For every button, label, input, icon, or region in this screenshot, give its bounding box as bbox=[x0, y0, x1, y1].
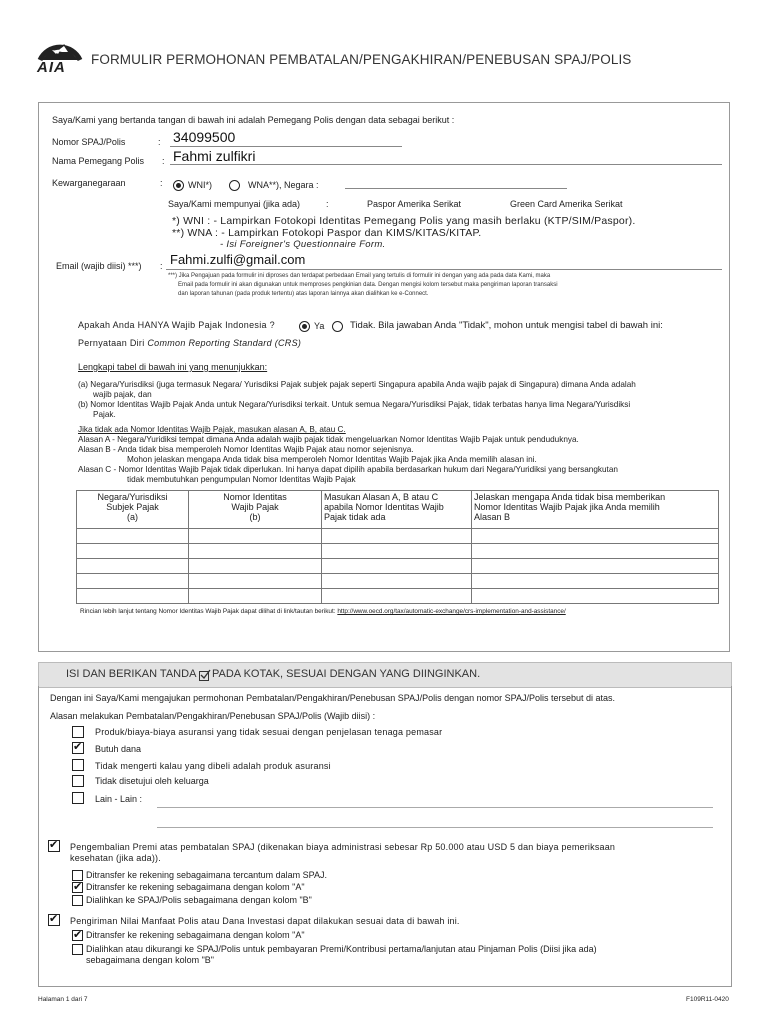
nilai-option-b-checkbox[interactable] bbox=[72, 944, 83, 955]
nomor-field[interactable]: 34099500 bbox=[173, 129, 236, 145]
nilai-option-b-label: Dialihkan atau dikurangi ke SPAJ/Polis untuk pembayaran Premi/Kontribusi pertama/lanjutan atau Pinjaman Polis (Diisi jika ada) bbox=[86, 944, 597, 954]
wna-radio[interactable] bbox=[229, 180, 240, 191]
aia-logo-text: AIA bbox=[37, 59, 66, 76]
kewarganegaraan-colon: : bbox=[160, 178, 163, 188]
checkmark-box-icon bbox=[199, 668, 210, 678]
tidak-label: Tidak. Bila jawaban Anda "Tidak", mohon untuk mengisi tabel di bawah ini: bbox=[350, 320, 663, 331]
nilai-option-a-checkbox[interactable] bbox=[72, 930, 83, 941]
form-code: F109R11-0420 bbox=[686, 996, 729, 1003]
lengkapi-text: Lengkapi tabel di bawah ini yang menunjukkan: bbox=[78, 362, 268, 372]
premi-option-b-checkbox[interactable] bbox=[72, 895, 83, 906]
table-row[interactable] bbox=[77, 559, 719, 574]
nilai-option-a-label: Ditransfer ke rekening sebagaimana dengan kolom "A" bbox=[86, 930, 305, 940]
wni-label: WNI*) bbox=[188, 180, 212, 190]
crs-header-jelaskan: Jelaskan mengapa Anda tidak bisa memberikan Nomor Identitas Wajib Pajak jika Anda memilih Alasan B bbox=[472, 491, 719, 529]
email-label: Email (wajib diisi) ***) bbox=[56, 261, 142, 271]
table-row[interactable] bbox=[77, 529, 719, 544]
crs-table bbox=[76, 490, 719, 604]
alasan-a-text: Alasan A - Negara/Yuridiksi tempat dimana Anda adalah wajib pajak tidak mengeluarkan Nomor Identitas Wajib Pajak untuk penduduknya. bbox=[78, 435, 579, 444]
lain-underline-1[interactable] bbox=[157, 807, 713, 808]
reason-label-tidak-mengerti: Tidak mengerti kalau yang dibeli adalah produk asuransi bbox=[95, 761, 331, 771]
email-note-2: Email pada formulir ini akan digunakan untuk memproses pengkinian data. Dengan mengisi kolom tersebut maka pengiriman laporan transaksi bbox=[178, 282, 558, 288]
nilai-option-b-label-2: sebagaimana dengan kolom "B" bbox=[86, 955, 214, 965]
alasan-c-text: Alasan C - Nomor Identitas Wajib Pajak tidak diperlukan. Ini hanya dapat dipilih apabila berdasarkan hukum dari Negara/Yuridiksi yang bersangkutan bbox=[78, 465, 618, 474]
form-title: FORMULIR PERMOHONAN PEMBATALAN/PENGAKHIRAN/PENEBUSAN SPAJ/POLIS bbox=[91, 52, 632, 67]
rincian-link[interactable]: http://www.oecd.org/tax/automatic-exchange/crs-implementation-and-assistance/ bbox=[337, 608, 566, 615]
alasan-b-text: Alasan B - Anda tidak bisa memperoleh Nomor Identitas Wajib Pajak atau nomor sejenisnya. bbox=[78, 445, 414, 454]
email-underline bbox=[166, 269, 722, 270]
jika-tidak-text: Jika tidak ada Nomor Identitas Wajib Pajak, masukan alasan A, B, atau C. bbox=[78, 425, 346, 434]
reason-checkbox-lain[interactable] bbox=[72, 792, 84, 804]
item-b-line1: (b) Nomor Identitas Wajib Pajak Anda untuk Negara/Yurisdiksi terkait. Untuk semua Negara/Yurisdiksi Pajak, tidak terbatas hanya lima Negara/Yurisdiksi bbox=[78, 400, 631, 409]
reason-label-lain: Lain - Lain : bbox=[95, 794, 143, 804]
nama-colon: : bbox=[162, 156, 165, 166]
mempunyai-colon: : bbox=[326, 199, 329, 209]
email-colon: : bbox=[160, 261, 163, 271]
crs-header-negara: Negara/Yurisdiksi Subjek Pajak (a) bbox=[77, 491, 189, 529]
nama-underline bbox=[170, 164, 722, 165]
crs-prefix: Pernyataan Diri bbox=[78, 338, 145, 348]
premi-checkbox[interactable] bbox=[48, 840, 60, 852]
email-field[interactable]: Fahmi.zulfi@gmail.com bbox=[170, 252, 306, 267]
wni-note: *) WNI : - Lampirkan Fotokopi Identitas Pemegang Polis yang masih berlaku (KTP/SIM/Paspor). bbox=[172, 215, 636, 227]
reason-label-butuh-dana: Butuh dana bbox=[95, 744, 142, 754]
nomor-underline bbox=[170, 146, 402, 147]
wna-note-2: - Isi Foreigner's Questionnaire Form. bbox=[220, 239, 386, 250]
rincian-label: Rincian lebih lanjut tentang Nomor Identitas Wajib Pajak dapat dilihat di link/tautan berikut: bbox=[80, 608, 336, 615]
ya-radio[interactable] bbox=[299, 321, 310, 332]
premi-option-a-checkbox[interactable] bbox=[72, 882, 83, 893]
table-row[interactable] bbox=[77, 589, 719, 604]
kewarganegaraan-label: Kewarganegaraan bbox=[52, 178, 126, 188]
ya-label: Ya bbox=[314, 321, 325, 331]
pajak-question: Apakah Anda HANYA Wajib Pajak Indonesia ? bbox=[78, 320, 275, 330]
item-a-line1: (a) Negara/Yurisdiksi (juga termasuk Negara/ Yurisdiksi Pajak subjek pajak seperti Singapura apabila Anda wajib pajak di Singapura) dimana Anda adalah bbox=[78, 380, 636, 389]
premi-label-line2: kesehatan (jika ada)). bbox=[70, 853, 161, 863]
reason-label-keluarga: Tidak disetujui oleh keluarga bbox=[95, 776, 209, 786]
banner-text-post: PADA KOTAK, SESUAI DENGAN YANG DIINGINKAN. bbox=[212, 668, 481, 680]
wni-radio[interactable] bbox=[173, 180, 184, 191]
nomor-colon: : bbox=[158, 137, 161, 147]
crs-header-nomor: Nomor Identitas Wajib Pajak (b) bbox=[189, 491, 322, 529]
banner-text-pre: ISI DAN BERIKAN TANDA bbox=[66, 668, 197, 680]
email-note-1: ***) Jika Pengajuan pada formulir ini diproses dan terdapat perbedaan Email yang tertulis di formulir ini dengan yang ada pada data Kami, maka bbox=[168, 273, 551, 279]
item-b-line2: Pajak. bbox=[93, 410, 116, 419]
reason-checkbox-produk[interactable] bbox=[72, 726, 84, 738]
item-a-line2: wajib pajak, dan bbox=[93, 390, 152, 399]
premi-option-b-label: Dialihkan ke SPAJ/Polis sebagaimana dengan kolom "B" bbox=[86, 895, 312, 905]
premi-option-a-label: Ditransfer ke rekening sebagaimana dengan kolom "A" bbox=[86, 882, 305, 892]
crs-table-header-row bbox=[77, 491, 719, 529]
email-note-3: dan laporan tahunan (pada produk tertentu) atas laporan lainnya akan dialihkan ke e-Connect. bbox=[178, 291, 429, 297]
crs-italic: Common Reporting Standard (CRS) bbox=[147, 338, 302, 348]
nilai-label: Pengiriman Nilai Manfaat Polis atau Dana Investasi dapat dilakukan sesuai data di bawah ini. bbox=[70, 916, 460, 926]
reason-label-produk: Produk/biaya-biaya asuransi yang tidak sesuai dengan penjelasan tenaga pemasar bbox=[95, 727, 443, 737]
alasan-c-text-2: tidak membutuhkan pengumpulan Nomor Identitas Wajib Pajak bbox=[127, 475, 356, 484]
intro-text: Saya/Kami yang bertanda tangan di bawah ini adalah Pemegang Polis dengan data sebagai berikut : bbox=[52, 115, 455, 125]
premi-label-line1: Pengembalian Premi atas pembatalan SPAJ (dikenakan biaya administrasi sebesar Rp 50.000 atau USD 5 dan biaya pemeriksaan bbox=[70, 842, 616, 852]
table-row[interactable] bbox=[77, 574, 719, 589]
tidak-radio[interactable] bbox=[332, 321, 343, 332]
crs-header-alasan: Masukan Alasan A, B atau C apabila Nomor Identitas Wajib Pajak tidak ada bbox=[322, 491, 472, 529]
nilai-checkbox[interactable] bbox=[48, 914, 60, 926]
page-number: Halaman 1 dari 7 bbox=[38, 996, 88, 1003]
aia-logo bbox=[34, 30, 86, 76]
wna-label: WNA**), Negara : bbox=[248, 180, 319, 190]
nomor-label: Nomor SPAJ/Polis bbox=[52, 137, 126, 147]
green-card-label: Green Card Amerika Serikat bbox=[510, 199, 623, 209]
alasan-b-text-2: Mohon jelaskan mengapa Anda tidak bisa memperoleh Nomor Identitas Wajib Pajak jika Anda memilih alasan ini. bbox=[127, 455, 537, 464]
alasan-label: Alasan melakukan Pembatalan/Pengakhiran/Penebusan SPAJ/Polis (Wajib diisi) : bbox=[50, 711, 376, 721]
reason-checkbox-keluarga[interactable] bbox=[72, 775, 84, 787]
crs-statement bbox=[78, 338, 301, 348]
rincian-text bbox=[80, 608, 566, 615]
paspor-as-label: Paspor Amerika Serikat bbox=[367, 199, 462, 209]
lain-underline-2[interactable] bbox=[157, 827, 713, 828]
mempunyai-label: Saya/Kami mempunyai (jika ada) bbox=[168, 199, 301, 209]
nama-field[interactable]: Fahmi zulfikri bbox=[173, 148, 256, 164]
reason-checkbox-tidak-mengerti[interactable] bbox=[72, 759, 84, 771]
premi-option-spaj-label: Ditransfer ke rekening sebagaimana tercantum dalam SPAJ. bbox=[86, 870, 327, 880]
reason-checkbox-butuh-dana[interactable] bbox=[72, 742, 84, 754]
nama-label: Nama Pemegang Polis bbox=[52, 156, 145, 166]
wna-note: **) WNA : - Lampirkan Fotokopi Paspor dan KIMS/KITAS/KITAP. bbox=[172, 227, 482, 239]
table-row[interactable] bbox=[77, 544, 719, 559]
statement-text: Dengan ini Saya/Kami mengajukan permohonan Pembatalan/Pengakhiran/Penebusan SPAJ/Polis dengan nomor SPAJ/Polis tersebut di atas. bbox=[50, 693, 616, 703]
negara-underline[interactable] bbox=[345, 188, 567, 189]
